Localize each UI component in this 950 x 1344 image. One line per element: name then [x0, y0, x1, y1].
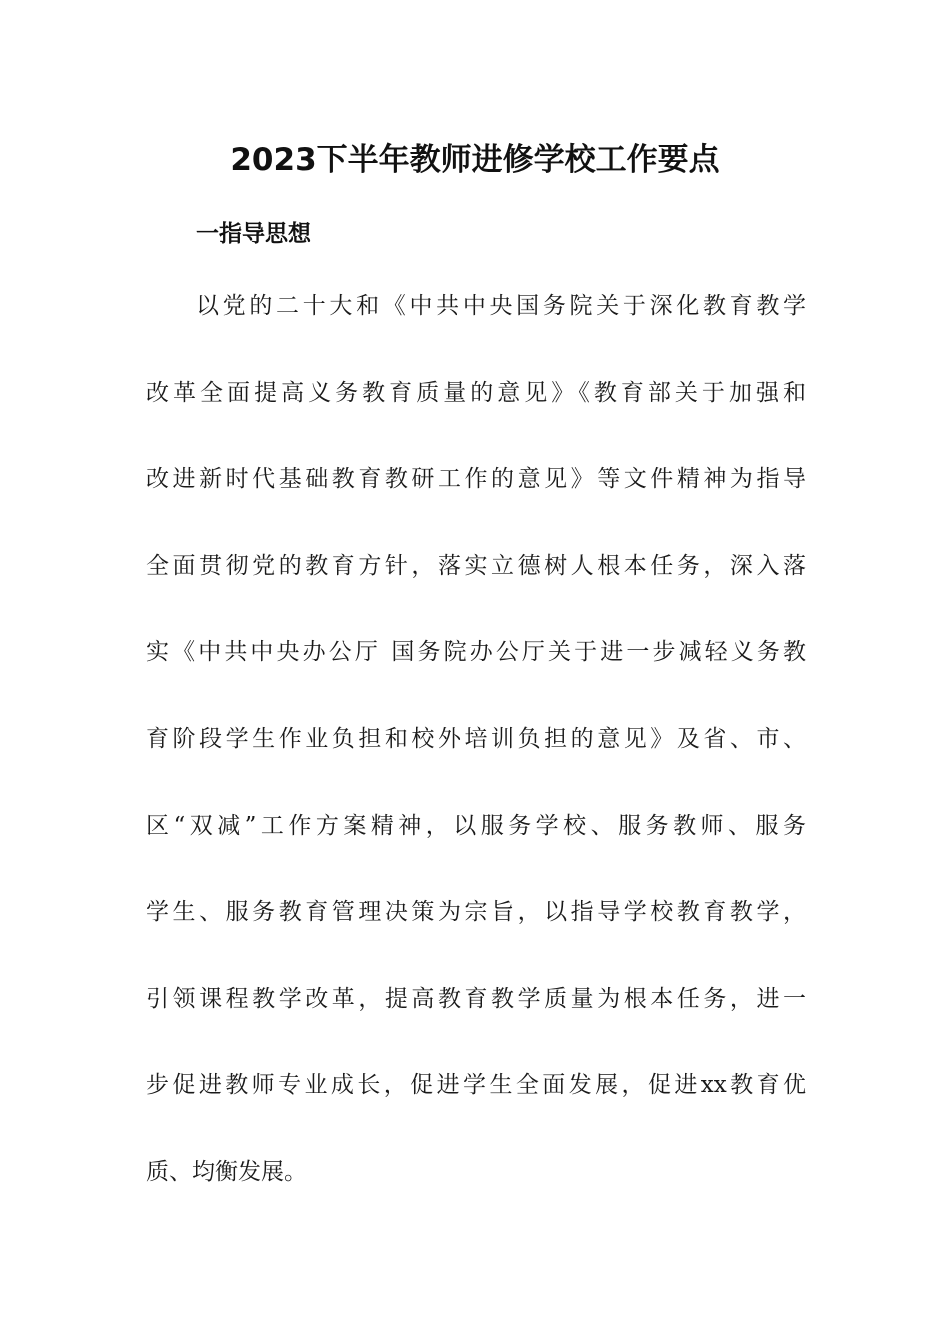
paragraph-line: 实《中共中央办公厅 国务院办公厅关于进一步减轻义务教: [146, 639, 806, 666]
document-title: 2023下半年教师进修学校工作要点: [230, 142, 720, 178]
paragraph-line: 步促进教师专业成长，促进学生全面发展，促进xx教育优: [146, 1072, 806, 1099]
paragraph-line: 育阶段学生作业负担和校外培训负担的意见》及省、市、: [146, 725, 806, 752]
paragraph-line: 改革全面提高义务教育质量的意见》《教育部关于加强和: [146, 379, 806, 406]
paragraph-line: 质、均衡发展。: [146, 1158, 307, 1185]
paragraph-line: 全面贯彻党的教育方针，落实立德树人根本任务，深入落: [146, 552, 806, 579]
paragraph-line: 改进新时代基础教育教研工作的意见》等文件精神为指导: [146, 466, 806, 493]
section-heading: 一指导思想: [196, 221, 311, 247]
paragraph-line: 以党的二十大和《中共中央国务院关于深化教育教学: [196, 293, 806, 319]
paragraph-line: 区“双减”工作方案精神，以服务学校、服务教师、服务: [146, 812, 806, 839]
body-paragraph: [146, 286, 806, 1239]
paragraph-line: 学生、服务教育管理决策为宗旨，以指导学校教育教学，: [146, 899, 806, 926]
paragraph-line: 引领课程教学改革，提高教育教学质量为根本任务，进一: [146, 985, 806, 1012]
